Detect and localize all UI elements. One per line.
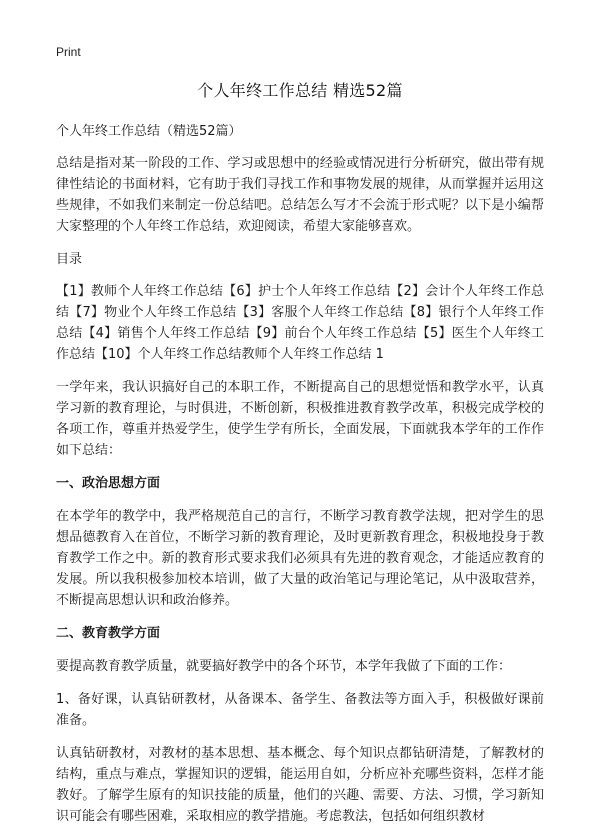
body-paragraph-4: 1、备好课，认真钻研教材，从备课本、备学生、备教法等方面入手，积极做好课前准备。 [56, 692, 544, 728]
document-title: 个人年终工作总结 精选52篇 [197, 81, 403, 100]
section-heading-2: 二、教育教学方面 [56, 626, 161, 641]
body-paragraph-2: 在本学年的教学中，我严格规范自己的言行，不断学习教育教学法规，把对学生的思想品德教育入在首位，不断学习新的教育理论，及时更新教育理念，积极地投身于教育教学工作之中。新的教育形式要求我们必须具有先进的教育观念，才能适应教育的发展。所以我积极参加校本培训，做了大量的政治笔记与理论笔记，从中汲取营养，不断提高思想认识和政治修养。 [56, 509, 544, 608]
intro-paragraph: 总结是指对某一阶段的工作、学习或思想中的经验或情况进行分析研究，做出带有规律性结论的书面材料，它有助于我们寻找工作和事物发展的规律，从而掌握并运用这些规律，不如我们来制定一份总结吧。总结怎么写才不会流于形式呢？以下是小编帮大家整理的个人年终工作总结，欢迎阅读，希望大家能够喜欢。 [56, 156, 544, 234]
print-label[interactable]: Print [56, 45, 81, 59]
document-subtitle: 个人年终工作总结（精选52篇） [56, 124, 242, 139]
body-paragraph-3: 要提高教育教学质量，就要搞好教学中的各个环节，本学年我做了下面的工作： [56, 659, 512, 674]
document-body [56, 121, 544, 839]
toc-label: 目录 [56, 252, 83, 267]
section-heading-1: 一、政治思想方面 [56, 476, 161, 491]
body-paragraph-1: 一学年来，我认识搞好自己的本职工作，不断提高自己的思想觉悟和教学水平，认真学习新的教育理论，与时俱进，不断创新，积极推进教育教学改革，积极完成学校的各项工作，尊重并热爱学生，使学生学有所长，全面发展，下面就我本学年的工作作如下总结： [56, 380, 544, 458]
body-paragraph-5: 认真钻研教材，对教材的基本思想、基本概念、每个知识点都钻研清楚，了解教材的结构，重点与难点，掌握知识的逻辑，能运用自如，分析应补充哪些资料，怎样才能教好。了解学生原有的知识技能的质量，他们的兴趣、需要、方法、习惯，学习新知识可能会有哪些困难，采取相应的教学措施。考虑教法，包括如何组织教材 [56, 746, 544, 824]
toc-list: 【1】教师个人年终工作总结【6】护士个人年终工作总结【2】会计个人年终工作总结【7】物业个人年终工作总结【3】客服个人年终工作总结【8】银行个人年终工作总结【4】销售个人年终工作总结【9】前台个人年终工作总结【5】医生个人年终工作总结【10】个人年终工作总结教师个人年终工作总结 1 [56, 284, 544, 362]
